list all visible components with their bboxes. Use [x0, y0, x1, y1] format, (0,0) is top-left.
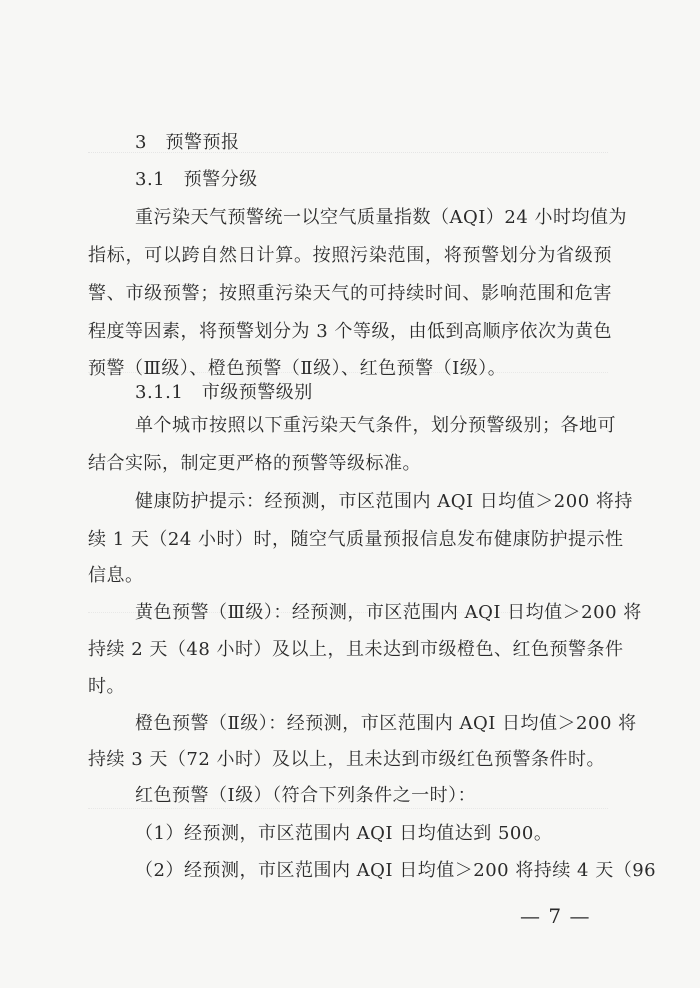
paragraph-line: （1）经预测，市区范围内 AQI 日均值达到 500。 [135, 823, 553, 844]
section-heading: 3 预警预报 [135, 132, 240, 153]
paragraph-line: 橙色预警（Ⅱ级）：经预测，市区范围内 AQI 日均值＞200 将 [135, 713, 637, 734]
paragraph-line: 重污染天气预警统一以空气质量指数（AQI）24 小时均值为 [135, 207, 627, 228]
paragraph-line: 结合实际，制定更严格的预警等级标准。 [88, 453, 421, 474]
paragraph-line: 信息。 [88, 565, 144, 586]
bleed-through-mark [88, 808, 608, 810]
paragraph-line: 续 1 天（24 小时）时，随空气质量预报信息发布健康防护提示性 [88, 529, 624, 550]
subsubsection-heading: 3.1.1 市级预警级别 [135, 382, 313, 403]
paragraph-line: 持续 2 天（48 小时）及以上，且未达到市级橙色、红色预警条件 [88, 639, 624, 660]
paragraph-line: 警、市级预警；按照重污染天气的可持续时间、影响范围和危害 [88, 283, 612, 304]
paragraph-line: 单个城市按照以下重污染天气条件，划分预警级别；各地可 [135, 415, 616, 436]
paragraph-line: （2）经预测，市区范围内 AQI 日均值＞200 将持续 4 天（96 [135, 860, 657, 881]
paragraph-line: 指标，可以跨自然日计算。按照污染范围，将预警划分为省级预 [88, 245, 612, 266]
paragraph-line: 持续 3 天（72 小时）及以上，且未达到市级红色预警条件时。 [88, 749, 606, 770]
paragraph-line: 健康防护提示：经预测，市区范围内 AQI 日均值＞200 将持 [135, 491, 633, 512]
paragraph-line: 红色预警（Ⅰ级）（符合下列条件之一时）： [135, 785, 477, 806]
paragraph-line: 时。 [88, 676, 125, 697]
page-number: — 7 — [520, 904, 591, 928]
paragraph-line: 程度等因素，将预警划分为 3 个等级，由低到高顺序依次为黄色 [88, 321, 612, 342]
paragraph-line: 黄色预警（Ⅲ级）：经预测，市区范围内 AQI 日均值＞200 将 [135, 602, 642, 623]
subsection-heading: 3.1 预警分级 [135, 169, 258, 190]
paragraph-line: 预警（Ⅲ级）、橙色预警（Ⅱ级）、红色预警（Ⅰ级）。 [88, 358, 507, 379]
